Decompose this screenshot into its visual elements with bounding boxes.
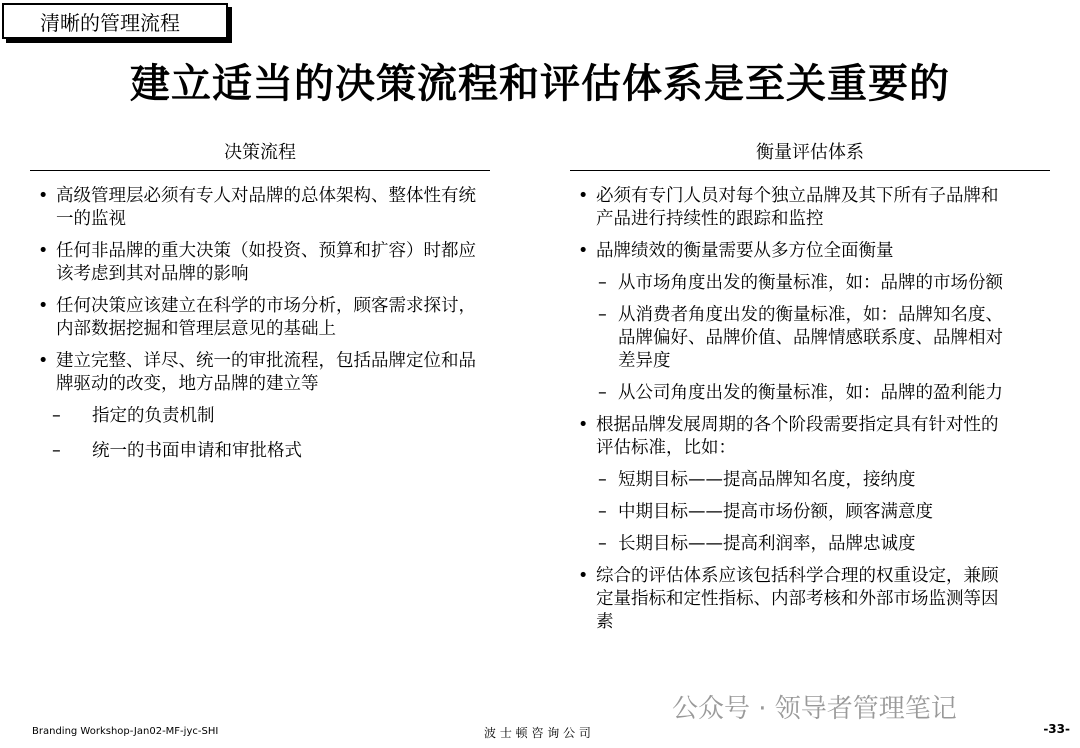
sub-bullet-item: – 统一的书面申请和审批格式 [30, 440, 482, 463]
bullet-item: • 建立完整、详尽、统一的审批流程，包括品牌定位和品牌驱动的改变，地方品牌的建立等 [30, 350, 482, 396]
sub-bullet-item: – 指定的负责机制 [30, 405, 482, 428]
footer-company: 波 士 顿 咨 询 公 司 [484, 726, 591, 740]
right-bullet-list [570, 185, 1050, 634]
bullet-item: • 品牌绩效的衡量需要从多方位全面衡量 [570, 240, 1010, 263]
bullet-item: • 高级管理层必须有专人对品牌的总体架构、整体性有统一的监视 [30, 185, 482, 231]
bullet-item: • 任何非品牌的重大决策（如投资、预算和扩容）时都应该考虑到其对品牌的影响 [30, 240, 482, 286]
footer-file: Branding Workshop-Jan02-MF-jyc-SHI [32, 726, 219, 737]
sub-bullet-item: – 短期目标——提高品牌知名度，接纳度 [570, 469, 1010, 492]
bullet-item: • 根据品牌发展周期的各个阶段需要指定具有针对性的评估标准，比如： [570, 414, 1010, 460]
right-column [570, 138, 1050, 643]
left-bullet-list [30, 185, 490, 463]
section-tag: 清晰的管理流程 [2, 3, 228, 39]
watermark: 公众号 · 领导者管理笔记 [672, 694, 957, 724]
bullet-item: • 任何决策应该建立在科学的市场分析，顾客需求探讨，内部数据挖掘和管理层意见的基础上 [30, 295, 482, 341]
sub-bullet-item: – 从市场角度出发的衡量标准，如：品牌的市场份额 [570, 272, 1010, 295]
sub-bullet-item: – 从公司角度出发的衡量标准，如：品牌的盈利能力 [570, 382, 1010, 405]
right-column-heading: 衡量评估体系 [570, 138, 1050, 171]
bullet-item: • 综合的评估体系应该包括科学合理的权重设定，兼顾定量指标和定性指标、内部考核和外部市场监测等因素 [570, 565, 1010, 634]
bullet-item: • 必须有专门人员对每个独立品牌及其下所有子品牌和产品进行持续性的跟踪和监控 [570, 185, 1010, 231]
slide-title: 建立适当的决策流程和评估体系是至关重要的 [130, 61, 950, 107]
sub-bullet-item: – 从消费者角度出发的衡量标准，如：品牌知名度、品牌偏好、品牌价值、品牌情感联系度、品牌相对差异度 [570, 304, 1010, 373]
left-column-heading: 决策流程 [30, 138, 490, 171]
page-number: -33- [1043, 722, 1070, 736]
sub-bullet-item: – 中期目标——提高市场份额，顾客满意度 [570, 501, 1010, 524]
sub-bullet-item: – 长期目标——提高利润率，品牌忠诚度 [570, 533, 1010, 556]
left-column [30, 138, 490, 475]
